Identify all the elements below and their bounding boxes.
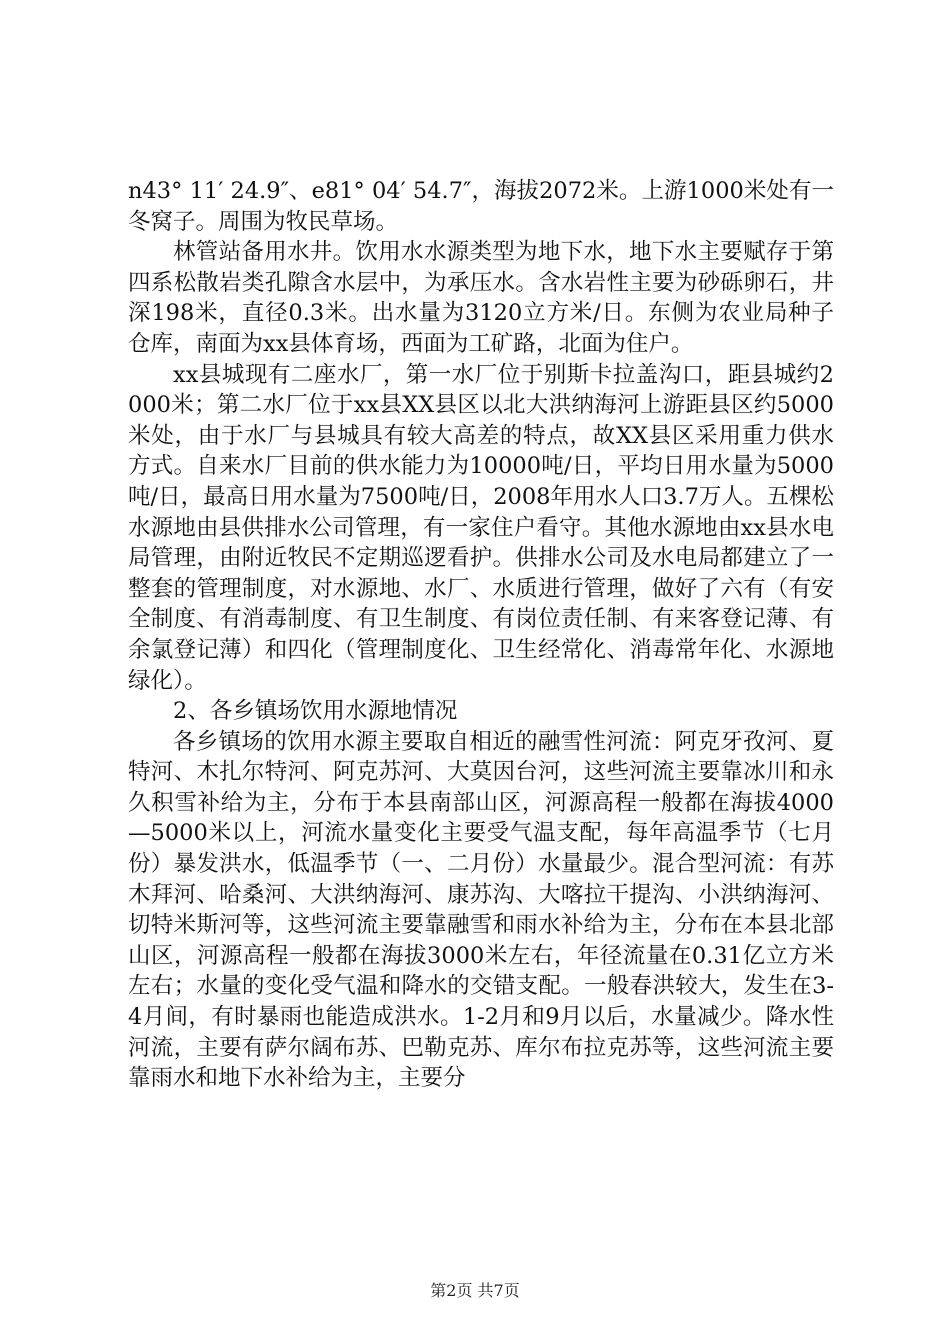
paragraph-county-waterworks: xx县城现有二座水厂，第一水厂位于别斯卡拉盖沟口，距县城约2000米；第二水厂位于xx县XX县区以北大洪纳海河上游距县区约5000米处，由于水厂与县城具有较大高差的特点，故XX县区采用重力供水方式。自来水厂目前的供水能力为10000吨/日，平均日用水量为5000吨/日，最高日用水量为7500吨/日，2008年用水人口3.7万人。五棵松水源地由县供排水公司管理，有一家住户看守。其他水源地由xx县水电局管理，由附近牧民不定期巡逻看护。供排水公司及水电局都建立了一整套的管理制度，对水源地、水厂、水质进行管理，做好了六有（有安全制度、有消毒制度、有卫生制度、有岗位责任制、有来客登记薄、有余氯登记薄）和四化（管理制度化、卫生经常化、消毒常年化、水源地绿化）。 <box>128 361 834 694</box>
section-heading-township-sources: 2、各乡镇场饮用水源地情况 <box>173 698 458 725</box>
document-body <box>128 176 834 1094</box>
paragraph-township-rivers: 各乡镇场的饮用水源主要取自相近的融雪性河流：阿克牙孜河、夏特河、木扎尔特河、阿克苏河、大莫因台河，这些河流主要靠冰川和永久积雪补给为主，分布于本县南部山区，河源高程一般都在海拔4000—5000米以上，河流水量变化主要受气温支配，每年高温季节（七月份）暴发洪水，低温季节（一、二月份）水量最少。混合型河流：有苏木拜河、哈桑河、大洪纳海河、康苏沟、大喀拉干提沟、小洪纳海河、切特米斯河等，这些河流主要靠融雪和雨水补给为主，分布在本县北部山区，河源高程一般都在海拔3000米左右，年径流量在0.31亿立方米左右；水量的变化受气温和降水的交错支配。一般春洪较大，发生在3-4月间，有时暴雨也能造成洪水。1-2月和9月以后，水量减少。降水性河流，主要有萨尔阔布苏、巴勒克苏、库尔布拉克苏等，这些河流主要靠雨水和地下水补给为主，主要分 <box>128 728 834 1092</box>
paragraph-forestry-well: 林管站备用水井。饮用水水源类型为地下水，地下水主要赋存于第四系松散岩类孔隙含水层中，为承压水。含水岩性主要为砂砾卵石，井深198米，直径0.3米。出水量为3120立方米/日。东侧为农业局种子仓库，南面为xx县体育场，西面为工矿路，北面为住户。 <box>128 239 834 357</box>
paragraph-coordinates: n43° 11′ 24.9″、e81° 04′ 54.7″，海拔2072米。上游1000米处有一冬窝子。周围为牧民草场。 <box>128 178 834 235</box>
page-number-footer: 第2页 共7页 <box>430 1281 520 1300</box>
